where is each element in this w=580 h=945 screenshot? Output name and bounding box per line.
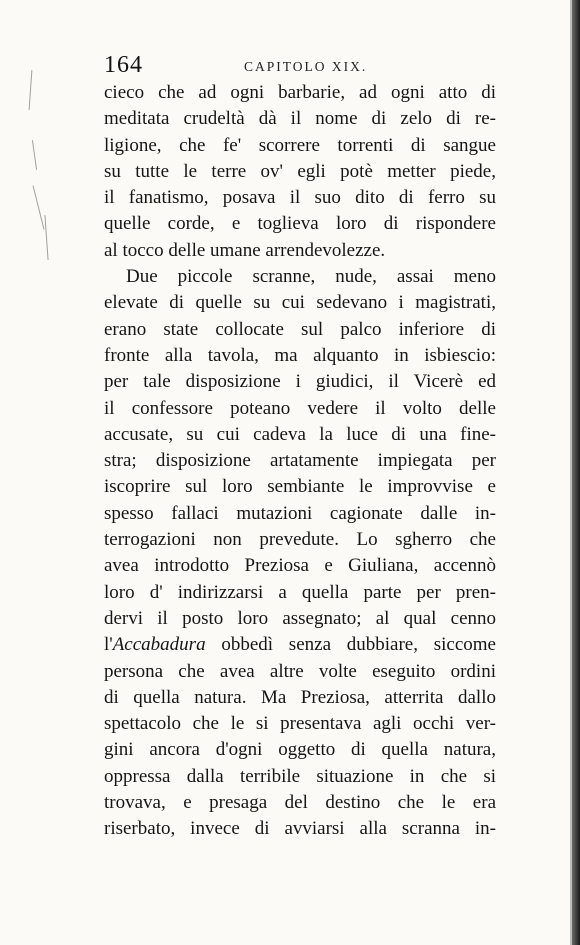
text-line: cieco che ad ogni barbarie, ad ogni atto di bbox=[104, 82, 496, 103]
line-suffix: obbedì senza dubbiare, siccome bbox=[205, 634, 496, 656]
margin-mark bbox=[29, 70, 33, 110]
text-line: erano state collocate sul palco inferiore di bbox=[104, 318, 496, 340]
text-line: dervi il posto loro assegnato; al qual cenno bbox=[104, 607, 496, 629]
text-line: al tocco delle umane arrendevolezze. bbox=[104, 239, 386, 261]
text-line: fronte alla tavola, ma alquanto in isbiescio: bbox=[104, 344, 496, 366]
margin-mark bbox=[32, 140, 37, 170]
text-line: gini ancora d'ogni oggetto di quella natura, bbox=[104, 739, 496, 761]
page-header bbox=[104, 52, 496, 80]
margin-mark bbox=[33, 186, 45, 230]
text-line: su tutte le terre ov' egli potè metter piede, bbox=[104, 160, 496, 182]
text-line: iscoprire sul loro sembiante le improvvise e bbox=[104, 476, 496, 498]
text-line: persona che avea altre volte eseguito ordini bbox=[104, 660, 496, 682]
text-line: riserbato, invece di avviarsi alla scranna in- bbox=[104, 818, 496, 840]
text-line: il confessore poteano vedere il volto delle bbox=[104, 397, 496, 419]
text-line: oppressa dalla terribile situazione in che si bbox=[104, 765, 496, 787]
text-line: avea introdotto Preziosa e Giuliana, accennò bbox=[104, 555, 496, 577]
page-number: 164 bbox=[104, 52, 143, 78]
paragraph-start-line: Due piccole scranne, nude, assai meno bbox=[126, 266, 496, 288]
text-line: accusate, su cui cadeva la luce di una fine- bbox=[104, 423, 496, 445]
text-line: trovava, e presaga del destino che le era bbox=[104, 792, 496, 814]
line-prefix: l' bbox=[104, 634, 113, 656]
margin-mark bbox=[44, 215, 48, 260]
italic-name: Accabadura bbox=[112, 634, 206, 656]
text-line: terrogazioni non prevedute. Lo sgherro che bbox=[104, 529, 496, 551]
running-head: CAPITOLO XIX. bbox=[244, 59, 368, 74]
body-text bbox=[104, 80, 496, 843]
text-line: spesso fallaci mutazioni cagionate dalle in- bbox=[104, 502, 496, 524]
text-line: di quella natura. Ma Preziosa, atterrita dallo bbox=[104, 686, 496, 708]
text-line: loro d' indirizzarsi a quella parte per pren- bbox=[104, 581, 496, 603]
text-line: meditata crudeltà dà il nome di zelo di re- bbox=[104, 108, 496, 130]
text-line: stra; disposizione artatamente impiegata per bbox=[104, 450, 496, 472]
text-line: elevate di quelle su cui sedevano i magistrati, bbox=[104, 292, 496, 314]
text-line: per tale disposizione i giudici, il Vicerè ed bbox=[104, 371, 496, 393]
text-line-with-italic bbox=[104, 632, 496, 658]
page-edge bbox=[572, 0, 580, 945]
text-line: spettacolo che le si presentava agli occhi ver- bbox=[104, 713, 496, 735]
text-line: quelle corde, e toglieva loro di rispondere bbox=[104, 213, 496, 235]
text-line: ligione, che fe' scorrere torrenti di sangue bbox=[104, 134, 496, 156]
text-line: il fanatismo, posava il suo dito di ferro su bbox=[104, 187, 496, 209]
